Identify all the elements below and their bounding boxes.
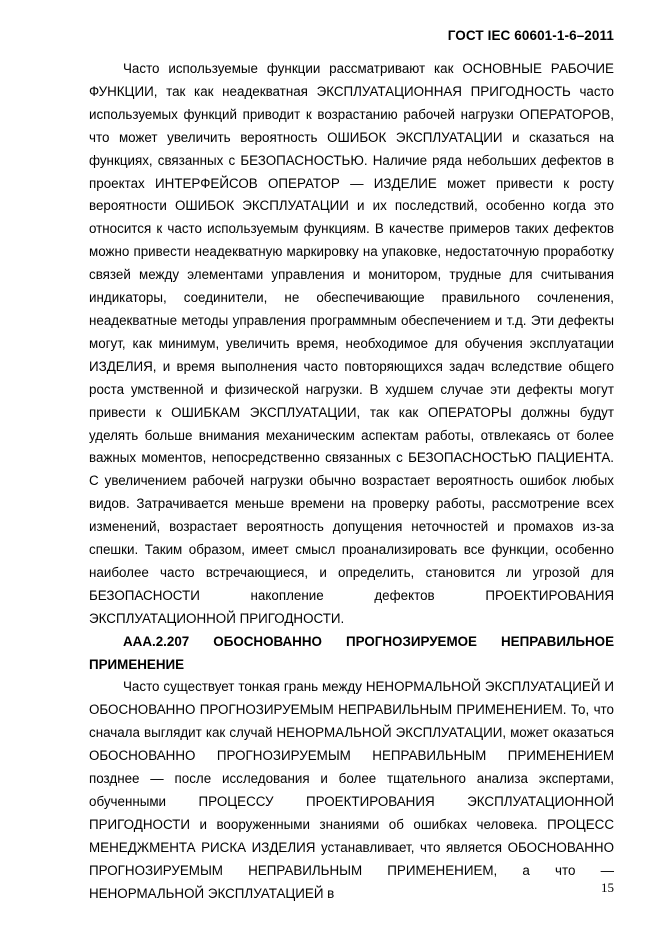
standard-designation: ГОСТ IEC 60601-1-6–2011 xyxy=(447,28,614,43)
body-paragraph-1: Часто используемые функции рассматривают как ОСНОВНЫЕ РАБОЧИЕ ФУНКЦИИ, так как неадекватная ЭКСПЛУАТАЦИОННАЯ ПРИГОДНОСТЬ часто используемых функций приводит к возрастанию рабочей нагрузки ОПЕРАТОРОВ, что может увеличить вероятность ОШИБОК ЭКСПЛУАТАЦИИ и сказаться на функциях, связанных с БЕЗОПАСНОСТЬЮ. Наличие ряда небольших дефектов в проектах ИНТЕРФЕЙСОВ ОПЕРАТОР — ИЗДЕЛИЕ может привести к росту вероятности ОШИБОК ЭКСПЛУАТАЦИИ и их последствий, особенно когда это относится к часто используемым функциям. В качестве примеров таких дефектов можно привести неадекватную маркировку на упаковке, недостаточную проработку связей между элементами управления и монитором, трудные для считывания индикаторы, соединители, не обеспечивающие правильного сочленения, неадекватные методы управления программным обеспечением и т.д. Эти дефекты могут, как минимум, увеличить время, необходимое для обучения эксплуатации ИЗДЕЛИЯ, и время выполнения часто повторяющихся задач вследствие общего роста умственной и физической нагрузки. В худшем случае эти дефекты могут привести к ОШИБКАМ ЭКСПЛУАТАЦИИ, так как ОПЕРАТОРЫ должны будут уделять больше внимания механическим аспектам работы, отвлекаясь от более важных моментов, непосредственно связанных с БЕЗОПАСНОСТЬЮ ПАЦИЕНТА. С увеличением рабочей нагрузки обычно возрастает вероятность ошибок любых видов. Затрачивается меньше времени на проверку работы, рассмотрение всех изменений, возрастает вероятность допущения неточностей и промахов из-за спешки. Таким образом, имеет смысл проанализировать все функции, особенно наиболее часто встречающиеся, и определить, становится ли угрозой для БЕЗОПАСНОСТИ накопление дефектов ПРОЕКТИРОВАНИЯ ЭКСПЛУАТАЦИОННОЙ ПРИГОДНОСТИ. xyxy=(89,61,614,626)
page-number: 15 xyxy=(601,880,614,895)
section-heading: AAA.2.207 ОБОСНОВАННО ПРОГНОЗИРУЕМОЕ НЕПРАВИЛЬНОЕ xyxy=(123,633,614,649)
page-body xyxy=(89,58,614,906)
body-paragraph-2: Часто существует тонкая грань между НЕНОРМАЛЬНОЙ ЭКСПЛУАТАЦИЕЙ И ОБОСНОВАННО ПРОГНОЗИРУЕМЫМ НЕПРАВИЛЬНЫМ ПРИМЕНЕНИЕМ. То, что сначала выглядит как случай НЕНОРМАЛЬНОЙ ЭКСПЛУАТАЦИИ, может оказаться ОБОСНОВАННО ПРОГНОЗИРУЕМЫМ НЕПРАВИЛЬНЫМ ПРИМЕНЕНИЕМ позднее — после исследования и более тщательного анализа экспертами, обученными ПРОЦЕССУ ПРОЕКТИРОВАНИЯ ЭКСПЛУАТАЦИОННОЙ ПРИГОДНОСТИ и вооруженными знаниями об ошибках человека. ПРОЦЕСС МЕНЕДЖМЕНТА РИСКА ИЗДЕЛИЯ устанавливает, что является ОБОСНОВАННО ПРОГНОЗИРУЕМЫМ НЕПРАВИЛЬНЫМ ПРИМЕНЕНИЕМ, а что — НЕНОРМАЛЬНОЙ ЭКСПЛУАТАЦИЕЙ в xyxy=(89,679,614,901)
section-heading-continuation: ПРИМЕНЕНИЕ xyxy=(89,656,185,672)
